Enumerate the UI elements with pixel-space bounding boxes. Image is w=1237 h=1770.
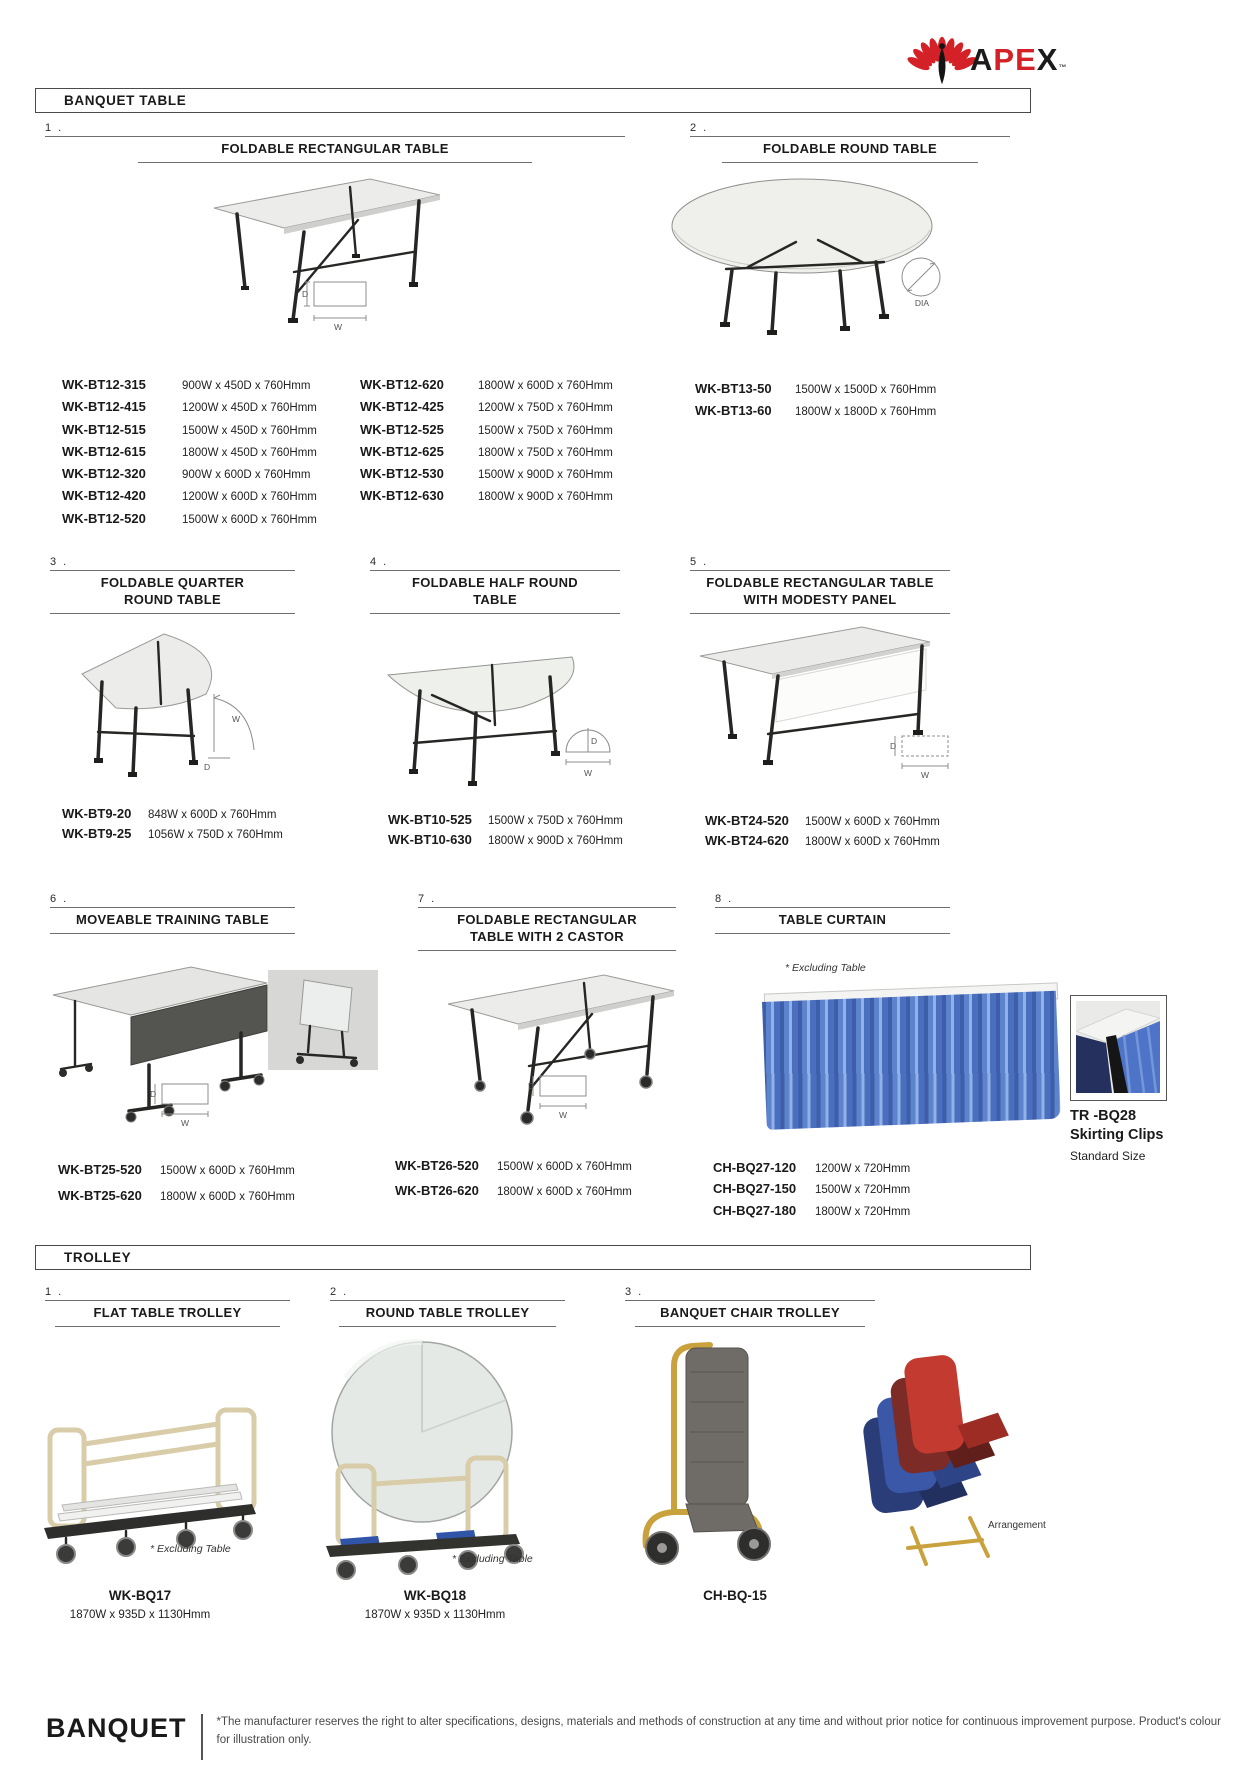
model-row: [395, 1158, 632, 1183]
model-code: WK-BT10-630: [388, 832, 472, 847]
model-row: [62, 466, 317, 488]
section-title-line2: ROUND TABLE: [124, 591, 221, 607]
excluding-table-note: * Excluding Table: [452, 1553, 533, 1565]
model-row: [62, 826, 283, 846]
model-spec: 1800W x 600D x 760Hmm: [805, 836, 940, 848]
section-title: FOLDABLE RECTANGULAR TABLE: [221, 141, 449, 156]
model-spec: 1800W x 900D x 760Hmm: [478, 491, 613, 504]
section-number: 1 .: [45, 1286, 64, 1298]
dim-label-d: D: [890, 741, 897, 751]
section-number: 5 .: [690, 556, 709, 568]
model-spec: 1500W x 750D x 760Hmm: [488, 815, 623, 827]
section-title: FLAT TABLE TROLLEY: [93, 1305, 242, 1320]
trademark-mark: ™: [1058, 63, 1068, 72]
model-spec: 900W x 450D x 760Hmm: [182, 380, 311, 392]
dim-label-w: W: [583, 768, 593, 778]
model-row: [360, 466, 613, 488]
model-row: [62, 488, 317, 510]
section-underline: [715, 933, 950, 934]
stacked-chairs-photo: [852, 1332, 1032, 1572]
model-code: WK-BT12-625: [360, 443, 444, 459]
model-spec: 900W x 600D x 760Hmm: [182, 469, 311, 482]
logo-text: [970, 42, 1067, 78]
trolley-3-model: [655, 1588, 815, 1603]
model-code: WK-BQ17: [108, 1588, 172, 1603]
model-spec: 1500W x 1500D x 760Hmm: [795, 384, 937, 396]
footer-disclaimer: *The manufacturer reserves the right to alter specifications, designs, materials and methods of construction at any time and without prior notice for continuous improvement purpose. Product's colour for illustration only.: [216, 1716, 1221, 1746]
model-code: WK-BT24-520: [705, 813, 789, 828]
model-code: WK-BT12-425: [360, 399, 444, 415]
section-number: 7 .: [418, 893, 437, 905]
model-row: [395, 1183, 632, 1208]
footer-divider: [201, 1714, 203, 1760]
model-code: WK-BT12-615: [62, 443, 146, 459]
model-code: WK-BT12-515: [62, 421, 146, 437]
section-rule: [330, 1300, 565, 1301]
trolley-header-label: TROLLEY: [64, 1250, 132, 1265]
s7-model-list: [395, 1158, 632, 1208]
dim-label-w: W: [232, 714, 241, 724]
dimension-diagram-rect-dashed: [890, 732, 954, 780]
model-row: [360, 399, 613, 421]
section-title-line2: TABLE WITH 2 CASTOR: [470, 928, 624, 944]
training-table-folded-inset-photo: [268, 970, 378, 1070]
skirting-clip-code: TR -BQ28: [1070, 1108, 1137, 1124]
model-row: [695, 381, 936, 403]
model-spec: 1200W x 720Hmm: [815, 1163, 911, 1175]
excluding-table-note: * Excluding Table: [785, 962, 866, 974]
section-title: MOVEABLE TRAINING TABLE: [76, 912, 269, 927]
half-round-table-photo: [372, 625, 587, 797]
section-rule: [625, 1300, 875, 1301]
trolley-2-model: [330, 1588, 540, 1621]
model-code: WK-BT12-530: [360, 466, 444, 482]
section-underline: [339, 1326, 555, 1327]
section-1-header: [45, 122, 625, 163]
s6-model-list: [58, 1162, 295, 1213]
model-row: [713, 1181, 910, 1202]
table-curtain-photo: [762, 991, 1061, 1130]
logo-letter: X: [1036, 42, 1059, 77]
model-row: [62, 806, 283, 826]
model-code: CH-BQ27-120: [713, 1160, 797, 1175]
model-row: [695, 403, 936, 425]
trolley-1-header: [45, 1286, 290, 1327]
section-rule: [50, 907, 295, 908]
model-code: WK-BT9-25: [62, 825, 132, 841]
section-rule: [690, 570, 950, 571]
model-code: WK-BT24-620: [705, 833, 789, 848]
model-row: [388, 832, 623, 852]
dim-label-d: D: [528, 1081, 535, 1091]
section-number: 8 .: [715, 893, 734, 905]
model-spec: 1200W x 450D x 760Hmm: [182, 402, 317, 415]
section-7-header: [418, 893, 676, 951]
model-row: [705, 833, 940, 853]
trolley-3-header: [625, 1286, 875, 1327]
section-rule: [370, 570, 620, 571]
model-row: [360, 377, 613, 399]
dimension-diagram-half: [558, 716, 618, 780]
section-title: ROUND TABLE TROLLEY: [365, 1305, 530, 1320]
section-rule: [715, 907, 950, 908]
section-underline: [370, 613, 620, 614]
dimension-diagram-dia: [896, 252, 948, 310]
section-rule: [45, 136, 625, 137]
model-row: [360, 488, 613, 510]
model-spec: 1800W x 600D x 760Hmm: [478, 380, 613, 392]
s5-model-list: [705, 813, 940, 853]
model-code: WK-BT12-630: [360, 488, 444, 504]
page-footer: [46, 1712, 1227, 1760]
section-title: FOLDABLE RECTANGULAR: [457, 912, 637, 927]
section-5-header: [690, 556, 950, 614]
banquet-chair-trolley-photo: [612, 1332, 802, 1582]
skirting-clip-name: Skirting Clips: [1070, 1127, 1164, 1143]
peacock-icon: [914, 34, 970, 90]
model-code: CH-BQ27-150: [713, 1181, 797, 1197]
section-number: 3 .: [50, 556, 69, 568]
model-spec: 1500W x 750D x 760Hmm: [478, 424, 613, 437]
section-rule: [418, 907, 676, 908]
section-underline: [418, 950, 676, 951]
excluding-table-note: * Excluding Table: [150, 1543, 231, 1555]
footer-brand: BANQUET: [46, 1713, 187, 1743]
section-underline: [138, 162, 532, 163]
section-number: 6 .: [50, 893, 69, 905]
trolley-1-model: [40, 1588, 240, 1621]
model-code: WK-BT13-60: [695, 403, 772, 418]
arrangement-caption: Arrangement: [988, 1520, 1046, 1531]
model-row: [713, 1203, 910, 1224]
trolley-header: [35, 1245, 1031, 1270]
trolley-2-header: [330, 1286, 565, 1327]
logo-letter: P: [993, 42, 1016, 77]
model-spec: 1800W x 1800D x 760Hmm: [795, 406, 937, 418]
dim-label-w: W: [180, 1118, 190, 1128]
skirting-clip-photo-frame: [1070, 995, 1167, 1101]
model-row: [62, 422, 317, 444]
model-row: [62, 444, 317, 466]
model-spec: 1200W x 600D x 760Hmm: [182, 491, 317, 504]
s4-model-list: [388, 812, 623, 852]
model-code: WK-BT26-620: [395, 1183, 479, 1198]
section-underline: [55, 1326, 280, 1327]
model-row: [360, 422, 613, 444]
banquet-table-header: [35, 88, 1031, 113]
dim-label-d: D: [204, 762, 211, 772]
section-title: FOLDABLE HALF ROUND: [411, 575, 579, 590]
section-title: FOLDABLE QUARTER: [100, 575, 245, 590]
s8-model-list: [713, 1160, 910, 1224]
banquet-table-header-label: BANQUET TABLE: [64, 93, 187, 108]
model-spec: 848W x 600D x 760Hmm: [148, 809, 277, 821]
model-code: WK-BT12-415: [62, 399, 146, 415]
section-2-header: [690, 122, 1010, 163]
section-rule: [50, 570, 295, 571]
section-6-header: [50, 893, 295, 934]
section-underline: [722, 162, 978, 163]
section-title: BANQUET CHAIR TROLLEY: [660, 1305, 840, 1320]
skirting-clip-photo: [1076, 1001, 1160, 1093]
model-spec: 1200W x 750D x 760Hmm: [478, 402, 613, 415]
model-spec: 1500W x 450D x 760Hmm: [182, 424, 317, 437]
model-row: [62, 511, 317, 533]
model-spec: 1500W x 600D x 760Hmm: [805, 816, 940, 828]
dimension-diagram-rect: [302, 278, 376, 334]
section-number: 1 .: [45, 122, 64, 134]
model-spec: 1056W x 750D x 760Hmm: [148, 828, 283, 841]
section-number: 2 .: [690, 122, 709, 134]
model-spec: 1800W x 450D x 760Hmm: [182, 446, 317, 459]
model-spec: 1500W x 720Hmm: [815, 1184, 911, 1197]
section-title-line2: TABLE: [473, 591, 517, 607]
model-code: WK-BT25-620: [58, 1187, 142, 1203]
model-row: [388, 812, 623, 832]
s1-model-list-left: [62, 377, 317, 533]
model-code: WK-BT9-20: [62, 806, 132, 821]
dim-label-dia: DIA: [914, 298, 930, 308]
model-code: WK-BT12-525: [360, 421, 444, 437]
section-underline: [635, 1326, 865, 1327]
model-row: [705, 813, 940, 833]
model-code: WK-BQ18: [403, 1588, 467, 1603]
section-title: TABLE CURTAIN: [778, 912, 887, 927]
model-code: CH-BQ27-180: [713, 1202, 797, 1218]
logo-letter: E: [1015, 42, 1037, 77]
model-row: [62, 377, 317, 399]
model-spec: 1800W x 750D x 760Hmm: [478, 446, 613, 459]
model-row: [58, 1188, 295, 1214]
apex-logo: [914, 34, 1068, 92]
model-code: WK-BT12-620: [360, 377, 444, 392]
section-4-header: [370, 556, 620, 614]
section-number: 3 .: [625, 1286, 644, 1298]
model-code: WK-BT12-315: [62, 377, 146, 392]
model-row: [62, 399, 317, 421]
model-code: WK-BT12-320: [62, 466, 146, 482]
section-title: FOLDABLE RECTANGULAR TABLE: [706, 575, 934, 590]
section-3-header: [50, 556, 295, 614]
model-code: WK-BT12-520: [62, 510, 146, 526]
dimension-diagram-rect: [528, 1072, 592, 1120]
section-title: FOLDABLE ROUND TABLE: [762, 141, 938, 156]
s2-model-list: [695, 381, 936, 425]
dim-label-w: W: [333, 322, 343, 332]
model-code: WK-BT26-520: [395, 1158, 479, 1173]
section-rule: [690, 136, 1010, 137]
section-rule: [45, 1300, 290, 1301]
dim-label-w: W: [920, 770, 930, 780]
model-spec: 1800W x 720Hmm: [815, 1205, 911, 1218]
dim-label-w: W: [558, 1110, 568, 1120]
model-spec: 1500W x 600D x 760Hmm: [160, 1165, 295, 1177]
dim-label-d: D: [150, 1089, 157, 1099]
round-table-trolley-photo: [316, 1338, 531, 1588]
model-code: CH-BQ-15: [703, 1588, 767, 1603]
model-spec: 1800W x 900D x 760Hmm: [488, 835, 623, 847]
dim-label-d: D: [591, 736, 598, 746]
flat-table-trolley-photo: [38, 1358, 268, 1573]
model-row: [58, 1162, 295, 1188]
model-spec: 1500W x 600D x 760Hmm: [497, 1161, 632, 1173]
dimension-diagram-rect: [150, 1080, 214, 1128]
logo-letter: A: [970, 42, 994, 77]
section-title-line2: WITH MODESTY PANEL: [743, 591, 897, 607]
dim-label-d: D: [302, 289, 309, 299]
section-8-header: [715, 893, 950, 934]
section-number: 4 .: [370, 556, 389, 568]
model-code: WK-BT13-50: [695, 381, 772, 396]
model-row: [713, 1160, 910, 1181]
model-code: WK-BT12-420: [62, 488, 146, 504]
dimension-diagram-quarter: [204, 688, 264, 772]
s3-model-list: [62, 806, 283, 845]
model-spec: 1870W x 935D x 1130Hmm: [69, 1609, 211, 1621]
model-spec: 1500W x 900D x 760Hmm: [478, 469, 613, 482]
model-row: [360, 444, 613, 466]
model-spec: 1800W x 600D x 760Hmm: [160, 1190, 295, 1203]
section-underline: [50, 933, 295, 934]
model-code: WK-BT10-525: [388, 812, 472, 827]
model-spec: 1800W x 600D x 760Hmm: [497, 1186, 632, 1198]
section-number: 2 .: [330, 1286, 349, 1298]
model-code: WK-BT25-520: [58, 1162, 142, 1177]
model-spec: 1500W x 600D x 760Hmm: [182, 513, 317, 526]
model-spec: 1870W x 935D x 1130Hmm: [364, 1609, 506, 1621]
skirting-clip-size: Standard Size: [1070, 1149, 1146, 1163]
s1-model-list-right: [360, 377, 613, 511]
